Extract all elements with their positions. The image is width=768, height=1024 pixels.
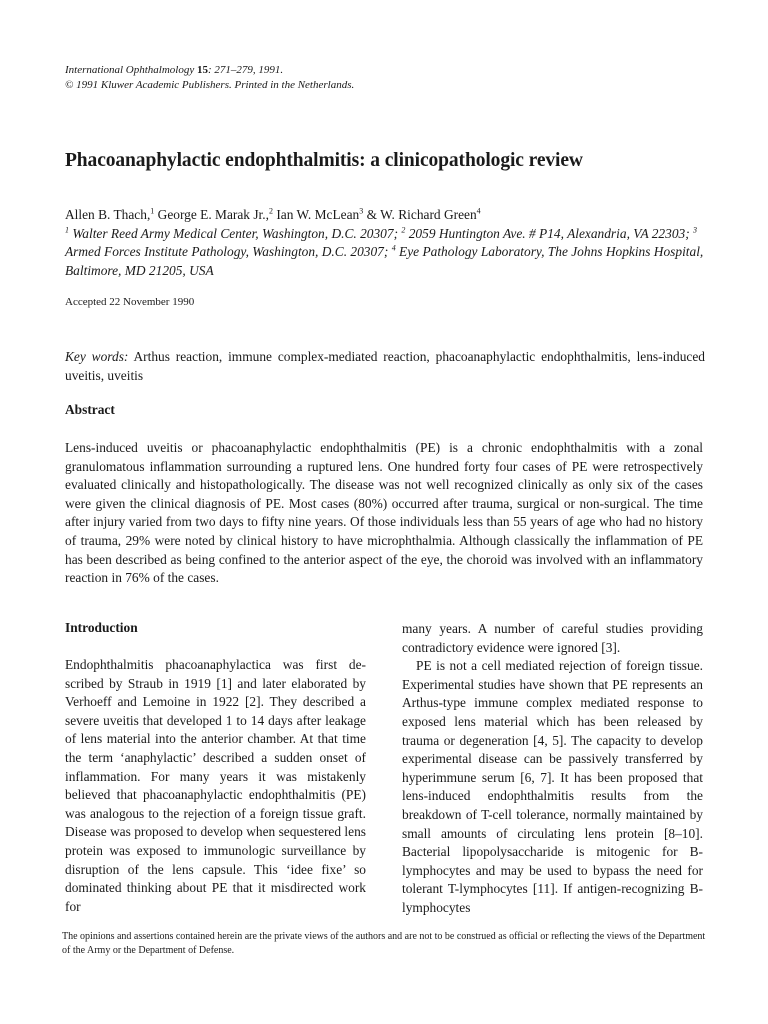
left-column	[65, 656, 366, 916]
journal-pages: : 271–279, 1991.	[208, 64, 284, 76]
accepted-date: Accepted 22 November 1990	[65, 296, 195, 308]
keywords	[65, 348, 705, 385]
aff-1-sup: 1	[65, 225, 69, 235]
affiliations	[65, 225, 705, 281]
aff-3-sup: 3	[693, 225, 698, 235]
aff-2-sup: 2	[401, 225, 406, 235]
paper-title: Phacoanaphylactic endophthalmitis: a clinicopathologic review	[65, 150, 583, 171]
journal-name: International Ophthalmology	[65, 64, 195, 76]
keywords-text: Arthus reaction, immune complex-mediated reaction, phacoanaphylactic endophthalmitis, lens-induced uveitis, uveitis	[65, 349, 705, 383]
footnote: The opinions and assertions contained herein are the private views of the authors and are not to be construed as official or reflecting the views of the Department of the Army or the Department of Defense.	[62, 931, 706, 956]
copyright-line: © 1991 Kluwer Academic Publishers. Printed in the Netherlands.	[65, 79, 355, 91]
author-4: & W. Richard Green	[363, 207, 477, 222]
aff-4-sup: 4	[391, 243, 396, 253]
author-1-sup: 1	[150, 206, 155, 216]
author-3-sup: 3	[359, 206, 364, 216]
right-column	[402, 620, 703, 918]
journal-line	[65, 63, 354, 78]
abstract-text: Lens-induced uveitis or phacoanaphylactic endophthalmitis (PE) is a chronic endophthalmitis with a zonal granulomatous inflammation surrounding a ruptured lens. One hundred forty four cases of PE were retrospectively evaluated clinically and histopathologically. The disease was not well recognized clinically as only six of the cases were given the clinical diagnosis of PE. Most cases (80%) occurred after trauma, surgical or non-surgical. The time after injury varied from two days to fifty nine years. Of those individuals less than 55 years of age who had no history of trauma, 29% were noted by clinical history to have microphthalmia. Although classically the inflammation of PE has been described as being confined to the anterior aspect of the eye, the choroid was involved with an inflammatory reaction in 76% of the cases.	[65, 440, 703, 586]
intro-paragraph-1-cont: many years. A number of careful studies providing contradictory evidence were ignored [3].	[402, 621, 703, 655]
aff-2: 2059 Huntington Ave. # P14, Alexandria, VA 22303;	[405, 225, 694, 241]
abstract-heading: Abstract	[65, 402, 115, 417]
author-4-sup: 4	[476, 206, 481, 216]
author-list	[65, 206, 705, 225]
journal-volume: 15	[197, 64, 208, 76]
intro-paragraph-2: PE is not a cell mediated rejection of foreign tissue. Experimental studies have shown that PE represents an Arthus-type immune complex mediated response to exposed lens material which has been released by trauma or degeneration [4, 5]. The capacity to develop experimental disease can be passively transferred by hyperimmune serum [6, 7]. It has been proposed that lens-induced endophthalmitis results from the breakdown of T-cell tolerance, normally maintained by small amounts of circulating lens protein [8–10]. Bacterial lipopolysaccharide is mitogenic for B-lymphocytes and may be used to bypass the need for tolerant T-lymphocytes [11]. If antigen-recognizing B-lymphocytes	[402, 658, 703, 915]
aff-4: Eye Pathology Laboratory, The Johns Hopkins Hospital, Baltimore, MD 21205, USA	[65, 244, 704, 278]
author-2-sup: 2	[268, 206, 273, 216]
keywords-label: Key words:	[65, 349, 129, 364]
introduction-heading: Introduction	[65, 620, 138, 635]
author-2: George E. Marak Jr.,	[154, 207, 269, 222]
intro-paragraph-1: Endophthalmitis phacoanaphylactica was first described by Straub in 1919 [1] and later elaborated by Verhoeff and Lemoine in 1922 [2]. They described a severe uveitis that developed 1 to 14 days after leakage of lens material into the anterior chamber. At that time the term ‘anaphylactic’ described a sudden onset of inflammation. For many years it was mistakenly believed that phacoanaphylactic endophthalmitis (PE) was analogous to the rejection of a foreign tissue graft. Disease was proposed to develop when sequestered lens protein was exposed to immunologic surveillance by disruption of the lens capsule. This ‘idee fixe’ so dominated thinking about PE that it misdirected work for	[65, 657, 366, 914]
aff-1: Walter Reed Army Medical Center, Washington, D.C. 20307;	[69, 225, 402, 241]
journal-citation	[65, 63, 354, 93]
author-1: Allen B. Thach,	[65, 207, 151, 222]
author-block	[65, 206, 705, 280]
aff-3: Armed Forces Institute Pathology, Washington, D.C. 20307;	[65, 244, 392, 259]
author-3: Ian W. McLean	[272, 207, 360, 222]
